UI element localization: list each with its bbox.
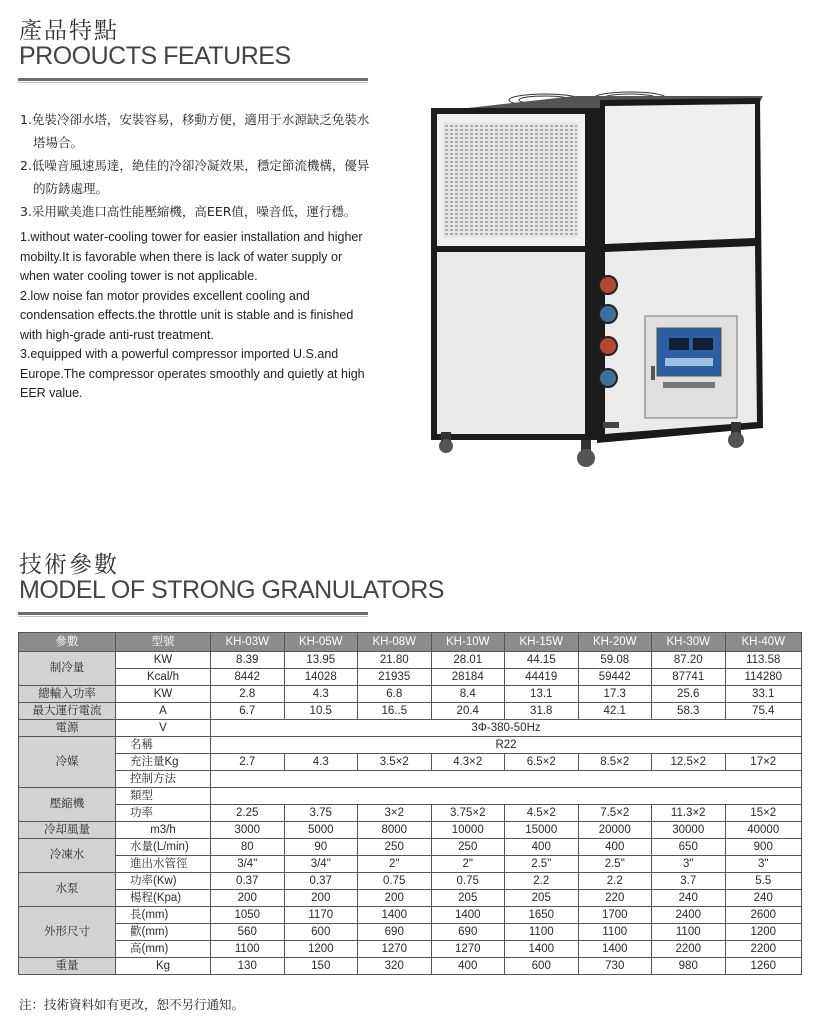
row-label-refrigerant: 冷媒 [19, 737, 116, 788]
value-cell: 3/4" [284, 856, 358, 873]
header-model: 型號 [116, 633, 211, 652]
value-cell: 1700 [578, 907, 652, 924]
value-cell: 3.75 [284, 805, 358, 822]
unit-cell: V [116, 720, 211, 737]
value-cell: 2.7 [211, 754, 285, 771]
right-upper-panel [605, 104, 755, 244]
value-cell: 900 [725, 839, 802, 856]
value-cell: 2" [431, 856, 505, 873]
feature-cn-3: 3.采用歐美進口高性能壓縮機，高EER值，噪音低，運行穩。 [20, 204, 357, 219]
value-cell: 6.7 [211, 703, 285, 720]
value-cell: 21.80 [358, 652, 432, 669]
value-cell: 80 [211, 839, 285, 856]
value-cell: 31.8 [505, 703, 579, 720]
value-cell: 3000 [211, 822, 285, 839]
feature-en-1: 1.without water-cooling tower for easier installation and higher mobilty.It is favorable when there is lack of water supply or when water cooling tower is not applicable. [20, 230, 363, 283]
features-list-en [20, 228, 365, 404]
value-cell: 10.5 [284, 703, 358, 720]
table-row [19, 907, 802, 924]
unit-cell: KW [116, 686, 211, 703]
value-cell: 8442 [211, 669, 285, 686]
value-cell: 59442 [578, 669, 652, 686]
sub-label-cell: 名稱 [116, 737, 211, 754]
value-cell: 400 [431, 958, 505, 975]
sub-label-cell: 水量(L/min) [116, 839, 211, 856]
header-model-name: KH-08W [358, 633, 432, 652]
value-cell: 87741 [652, 669, 726, 686]
value-cell: 8.4 [431, 686, 505, 703]
value-cell: 0.37 [211, 873, 285, 890]
table-row [19, 652, 802, 669]
value-cell: 1260 [725, 958, 802, 975]
value-cell: 11.3×2 [652, 805, 726, 822]
value-cell: 87.20 [652, 652, 726, 669]
value-cell: 240 [725, 890, 802, 907]
unit-cell: m3/h [116, 822, 211, 839]
spec-title-en: MODEL OF STRONG GRANULATORS [19, 576, 444, 604]
value-cell: 400 [578, 839, 652, 856]
header-model-name: KH-05W [284, 633, 358, 652]
value-cell: 17×2 [725, 754, 802, 771]
value-cell: 5.5 [725, 873, 802, 890]
value-cell: 42.1 [578, 703, 652, 720]
sub-label-cell: 楊程(Kpa) [116, 890, 211, 907]
value-cell: 1400 [505, 941, 579, 958]
sub-label-cell: 功率(Kw) [116, 873, 211, 890]
table-row [19, 924, 802, 941]
value-cell: 2.5" [578, 856, 652, 873]
unit-cell: Kcal/h [116, 669, 211, 686]
table-row [19, 754, 802, 771]
value-cell: 1100 [652, 924, 726, 941]
value-cell: 0.75 [358, 873, 432, 890]
value-cell: 2200 [652, 941, 726, 958]
value-cell: 17.3 [578, 686, 652, 703]
feature-cn-2: 2.低噪音風速馬達，絶佳的冷卻冷凝效果，穩定節流機構，優异的防銹處理。 [20, 158, 370, 196]
value-cell: 6.5×2 [505, 754, 579, 771]
chiller-product-image [425, 88, 785, 478]
value-cell: 1100 [505, 924, 579, 941]
sub-label-cell: 功率 [116, 805, 211, 822]
value-cell: 600 [284, 924, 358, 941]
value-cell: 13.1 [505, 686, 579, 703]
header-model-name: KH-10W [431, 633, 505, 652]
value-cell: 690 [431, 924, 505, 941]
header-param: 參數 [19, 633, 116, 652]
value-cell: 3" [725, 856, 802, 873]
features-list-cn [20, 108, 380, 223]
value-cell: 1400 [358, 907, 432, 924]
value-cell: 400 [505, 839, 579, 856]
table-row [19, 856, 802, 873]
table-row [19, 958, 802, 975]
footnote: 注：技術資料如有更改，恕不另行通知。 [19, 997, 245, 1012]
value-cell: 3×2 [358, 805, 432, 822]
row-label-weight: 重量 [19, 958, 116, 975]
value-cell: 20000 [578, 822, 652, 839]
value-cell: 3/4" [211, 856, 285, 873]
value-cell: 4.5×2 [505, 805, 579, 822]
value-cell: 8000 [358, 822, 432, 839]
table-row [19, 737, 802, 754]
value-cell: 8.5×2 [578, 754, 652, 771]
value-cell: 730 [578, 958, 652, 975]
table-row [19, 805, 802, 822]
value-cell: 2" [358, 856, 432, 873]
value-cell: 1200 [284, 941, 358, 958]
features-title-en: PROOUCTS FEATURES [19, 42, 291, 70]
value-cell: 6.8 [358, 686, 432, 703]
table-row [19, 686, 802, 703]
header-model-name: KH-03W [211, 633, 285, 652]
header-model-name: KH-15W [505, 633, 579, 652]
value-cell: 2.8 [211, 686, 285, 703]
value-cell: 7.5×2 [578, 805, 652, 822]
table-row [19, 788, 802, 805]
value-cell: 113.58 [725, 652, 802, 669]
header-model-name: KH-20W [578, 633, 652, 652]
header-model-name: KH-30W [652, 633, 726, 652]
value-cell: 3" [652, 856, 726, 873]
value-cell: 58.3 [652, 703, 726, 720]
value-cell: 1400 [578, 941, 652, 958]
value-cell: 3.7 [652, 873, 726, 890]
header-model-name: KH-40W [725, 633, 802, 652]
value-cell: 4.3 [284, 686, 358, 703]
value-cell: 114280 [725, 669, 802, 686]
value-cell: 2600 [725, 907, 802, 924]
value-cell: 1100 [211, 941, 285, 958]
value-cell: 75.4 [725, 703, 802, 720]
value-cell: 21935 [358, 669, 432, 686]
sub-label-cell: 控制方法 [116, 771, 211, 788]
sub-label-cell: 高(mm) [116, 941, 211, 958]
table-row [19, 669, 802, 686]
value-cell [211, 771, 802, 788]
value-cell: 59.08 [578, 652, 652, 669]
value-cell: 240 [652, 890, 726, 907]
value-cell: 25.6 [652, 686, 726, 703]
row-label-chilled-water: 冷凍水 [19, 839, 116, 873]
front-lower-panel [437, 252, 585, 434]
table-row [19, 890, 802, 907]
row-label-total-power: 總輸入功率 [19, 686, 116, 703]
value-cell: 28184 [431, 669, 505, 686]
value-cell: 200 [284, 890, 358, 907]
spec-divider [18, 612, 368, 615]
sub-label-cell: 類型 [116, 788, 211, 805]
value-cell: 30000 [652, 822, 726, 839]
value-cell: 2.2 [578, 873, 652, 890]
value-cell: 10000 [431, 822, 505, 839]
value-cell: 560 [211, 924, 285, 941]
value-cell: 2400 [652, 907, 726, 924]
value-cell: 3.75×2 [431, 805, 505, 822]
value-cell: 1200 [725, 924, 802, 941]
unit-cell: Kg [116, 958, 211, 975]
sub-label-cell: 長(mm) [116, 907, 211, 924]
row-label-pump: 水泵 [19, 873, 116, 907]
table-row [19, 839, 802, 856]
value-cell: 2.2 [505, 873, 579, 890]
sub-label-cell: 充注量Kg [116, 754, 211, 771]
front-grille-pattern [443, 122, 579, 238]
row-label-max-current: 最大運行電流 [19, 703, 116, 720]
value-cell: 3Φ-380-50Hz [211, 720, 802, 737]
value-cell: 3.5×2 [358, 754, 432, 771]
value-cell: R22 [211, 737, 802, 754]
value-cell: 205 [505, 890, 579, 907]
value-cell: 0.75 [431, 873, 505, 890]
table-row [19, 873, 802, 890]
value-cell: 0.37 [284, 873, 358, 890]
value-cell: 600 [505, 958, 579, 975]
row-label-dimensions: 外形尺寸 [19, 907, 116, 958]
value-cell: 4.3 [284, 754, 358, 771]
value-cell: 320 [358, 958, 432, 975]
value-cell: 1100 [578, 924, 652, 941]
value-cell: 5000 [284, 822, 358, 839]
sub-label-cell: 進出水管徑 [116, 856, 211, 873]
feature-en-3: 3.equipped with a powerful compressor imported U.S.and Europe.The compressor operates smoothly and quietly at high EER value. [20, 347, 365, 400]
value-cell: 130 [211, 958, 285, 975]
value-cell: 200 [358, 890, 432, 907]
unit-cell: KW [116, 652, 211, 669]
value-cell: 1170 [284, 907, 358, 924]
value-cell: 20.4 [431, 703, 505, 720]
value-cell: 2200 [725, 941, 802, 958]
value-cell: 90 [284, 839, 358, 856]
value-cell: 205 [431, 890, 505, 907]
value-cell: 15000 [505, 822, 579, 839]
value-cell: 220 [578, 890, 652, 907]
value-cell: 650 [652, 839, 726, 856]
value-cell: 8.39 [211, 652, 285, 669]
value-cell: 150 [284, 958, 358, 975]
table-row [19, 703, 802, 720]
value-cell: 16..5 [358, 703, 432, 720]
value-cell: 980 [652, 958, 726, 975]
table-header-row [19, 633, 802, 652]
table-row [19, 941, 802, 958]
value-cell: 1400 [431, 907, 505, 924]
value-cell: 2.5" [505, 856, 579, 873]
table-row [19, 771, 802, 788]
value-cell: 33.1 [725, 686, 802, 703]
value-cell: 13.95 [284, 652, 358, 669]
value-cell: 4.3×2 [431, 754, 505, 771]
value-cell [211, 788, 802, 805]
feature-en-2: 2.low noise fan motor provides excellent cooling and condensation effects.the throttle unit is stable and is finished with high-grade anti-rust treatment. [20, 288, 354, 342]
value-cell: 2.25 [211, 805, 285, 822]
row-label-cooling: 制冷量 [19, 652, 116, 686]
spec-table [18, 632, 802, 975]
value-cell: 200 [211, 890, 285, 907]
row-label-air-volume: 冷却風量 [19, 822, 116, 839]
value-cell: 44.15 [505, 652, 579, 669]
value-cell: 28.01 [431, 652, 505, 669]
value-cell: 12.5×2 [652, 754, 726, 771]
control-display [657, 328, 721, 376]
features-divider [18, 78, 368, 81]
value-cell: 250 [358, 839, 432, 856]
spec-title-cn: 技術參數 [19, 552, 119, 578]
value-cell: 14028 [284, 669, 358, 686]
value-cell: 40000 [725, 822, 802, 839]
value-cell: 44419 [505, 669, 579, 686]
value-cell: 250 [431, 839, 505, 856]
unit-cell: A [116, 703, 211, 720]
value-cell: 1650 [505, 907, 579, 924]
features-title-cn: 產品特點 [19, 18, 119, 44]
value-cell: 15×2 [725, 805, 802, 822]
feature-cn-1: 1.免裝冷卻水塔，安裝容易，移動方便，適用于水源缺乏免裝水塔場合。 [20, 112, 370, 150]
value-cell: 1270 [431, 941, 505, 958]
table-row [19, 720, 802, 737]
value-cell: 1050 [211, 907, 285, 924]
row-label-compressor: 壓縮機 [19, 788, 116, 822]
value-cell: 690 [358, 924, 432, 941]
table-row [19, 822, 802, 839]
value-cell: 1270 [358, 941, 432, 958]
row-label-power-supply: 電源 [19, 720, 116, 737]
sub-label-cell: 歡(mm) [116, 924, 211, 941]
